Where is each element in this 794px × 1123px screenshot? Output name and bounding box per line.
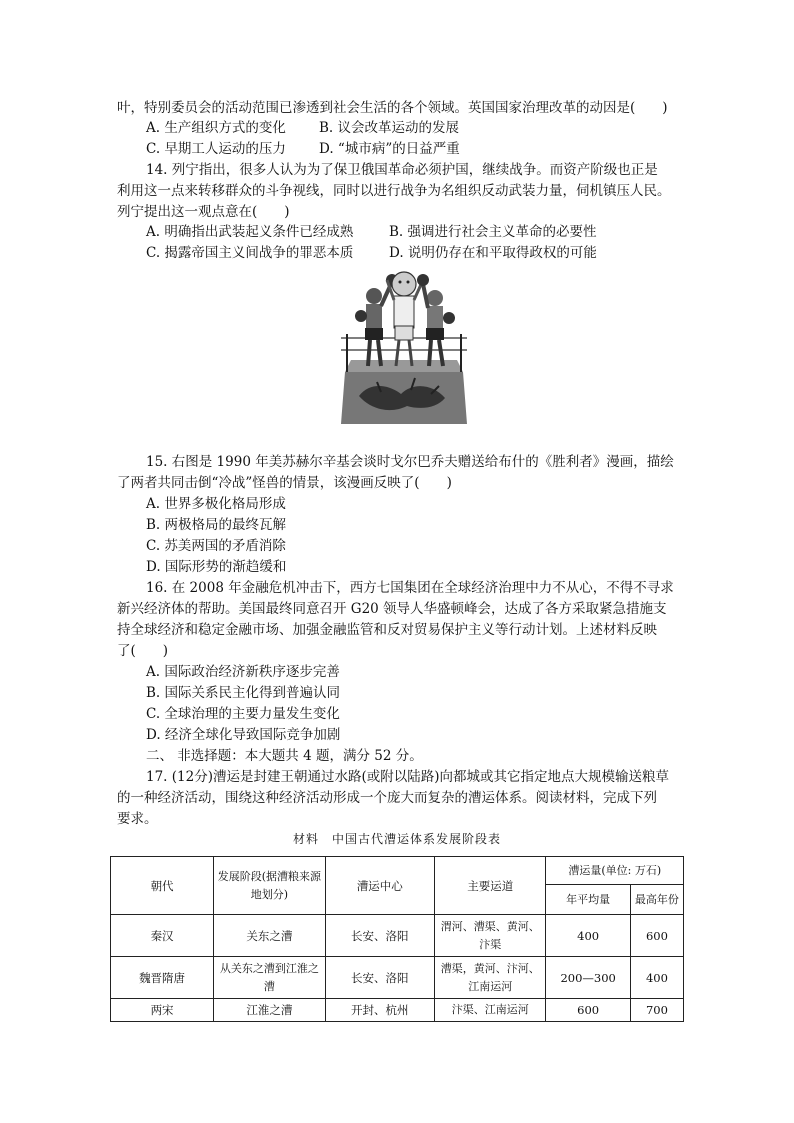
q13-option-d[interactable]: D. “城市病”的日益严重 <box>319 141 460 157</box>
q15-stem-line1: 15. 右图是 1990 年美苏赫尔辛基会谈时戈尔巴乔夫赠送给布什的《胜利者》漫画，描绘 <box>146 454 674 470</box>
cell-route: 渭河、漕渠、黄河、汴渠 <box>434 915 545 957</box>
cell-dynasty: 秦汉 <box>111 915 214 957</box>
q14-stem-line3: 列宁提出这一观点意在( ) <box>117 204 290 220</box>
q16-stem-line2: 新兴经济体的帮助。美国最终同意召开 G20 领导人华盛顿峰会，达成了各方采取紧急措施支 <box>117 601 667 617</box>
cell-center: 长安、洛阳 <box>325 915 434 957</box>
section-2-heading: 二、 非选择题：本大题共 4 题，满分 52 分。 <box>146 748 423 764</box>
q14-stem-line1: 14. 列宁指出，很多人认为为了保卫俄国革命必须护国，继续战争。而资产阶级也正是 <box>146 162 658 178</box>
cell-average: 200—300 <box>546 957 630 999</box>
cell-stage: 关东之漕 <box>214 915 325 957</box>
cell-average: 400 <box>546 915 630 957</box>
cell-center: 开封、杭州 <box>325 999 434 1022</box>
q17-stem-line2: 的一种经济活动，围绕这种经济活动形成一个庞大而复杂的漕运体系。阅读材料，完成下列 <box>117 790 657 806</box>
cell-stage: 江淮之漕 <box>214 999 325 1022</box>
cell-max: 600 <box>630 915 683 957</box>
table-caption: 材料 中国古代漕运体系发展阶段表 <box>292 832 501 846</box>
q15-option-d[interactable]: D. 国际形势的渐趋缓和 <box>146 559 287 575</box>
q16-option-a[interactable]: A. 国际政治经济新秩序逐步完善 <box>146 664 340 680</box>
q14-option-d[interactable]: D. 说明仍存在和平取得政权的可能 <box>389 245 597 261</box>
table-row <box>111 957 684 999</box>
header-stage: 发展阶段(据漕粮来源地划分) <box>214 857 325 915</box>
q17-stem-line1: 17. (12分)漕运是封建王朝通过水路(或附以陆路)向都城或其它指定地点大规模输送粮草 <box>146 769 670 785</box>
cell-dynasty: 两宋 <box>111 999 214 1022</box>
q13-option-c[interactable]: C. 早期工人运动的压力 <box>146 141 286 157</box>
cell-stage: 从关东之漕到江淮之漕 <box>214 957 325 999</box>
table-row <box>111 999 684 1022</box>
q13-stem: 叶，特别委员会的活动范围已渗透到社会生活的各个领域。英国国家治理改革的动因是( ) <box>117 100 668 116</box>
header-max-year: 最高年份 <box>630 885 683 915</box>
header-dynasty: 朝代 <box>111 857 214 915</box>
table-row <box>111 915 684 957</box>
q15-option-b[interactable]: B. 两极格局的最终瓦解 <box>146 517 287 533</box>
header-center: 漕运中心 <box>325 857 434 915</box>
header-volume: 漕运量(单位: 万石) <box>546 857 684 885</box>
header-average: 年平均量 <box>546 885 630 915</box>
q16-option-b[interactable]: B. 国际关系民主化得到普遍认同 <box>146 685 341 701</box>
q16-stem-line1: 16. 在 2008 年金融危机冲击下，西方七国集团在全球经济治理中力不从心，不得不寻求 <box>146 580 674 596</box>
cell-route: 汴渠、江南运河 <box>434 999 545 1022</box>
cell-center: 长安、洛阳 <box>325 957 434 999</box>
grain-transport-table <box>110 856 684 1022</box>
q14-option-c[interactable]: C. 揭露帝国主义间战争的罪恶本质 <box>146 245 354 261</box>
cell-max: 400 <box>630 957 683 999</box>
q15-option-a[interactable]: A. 世界多极化格局形成 <box>146 496 286 512</box>
cell-average: 600 <box>546 999 630 1022</box>
cell-dynasty: 魏晋隋唐 <box>111 957 214 999</box>
cell-route: 漕渠，黄河、汴河、江南运河 <box>434 957 545 999</box>
header-route: 主要运道 <box>434 857 545 915</box>
q16-option-c[interactable]: C. 全球治理的主要力量发生变化 <box>146 706 340 722</box>
q15-option-c[interactable]: C. 苏美两国的矛盾消除 <box>146 538 286 554</box>
q14-stem-line2: 利用这一点来转移群众的斗争视线，同时以进行战争为名组织反动武装力量，伺机镇压人民。 <box>117 183 671 199</box>
q16-option-d[interactable]: D. 经济全球化导致国际竞争加剧 <box>146 727 341 743</box>
q13-option-a[interactable]: A. 生产组织方式的变化 <box>146 120 286 136</box>
q15-stem-line2: 了两者共同击倒“冷战”怪兽的情景，该漫画反映了( ) <box>117 475 452 491</box>
q17-stem-line3: 要求。 <box>117 811 158 827</box>
q13-option-b[interactable]: B. 议会改革运动的发展 <box>319 120 460 136</box>
cell-max: 700 <box>630 999 683 1022</box>
q16-stem-line4: 了( ) <box>117 643 169 659</box>
q14-option-a[interactable]: A. 明确指出武装起义条件已经成熟 <box>146 224 354 240</box>
victors-cartoon-image <box>341 268 467 424</box>
q14-option-b[interactable]: B. 强调进行社会主义革命的必要性 <box>389 224 597 240</box>
q16-stem-line3: 持全球经济和稳定金融市场、加强金融监管和反对贸易保护主义等行动计划。上述材料反映 <box>117 622 657 638</box>
